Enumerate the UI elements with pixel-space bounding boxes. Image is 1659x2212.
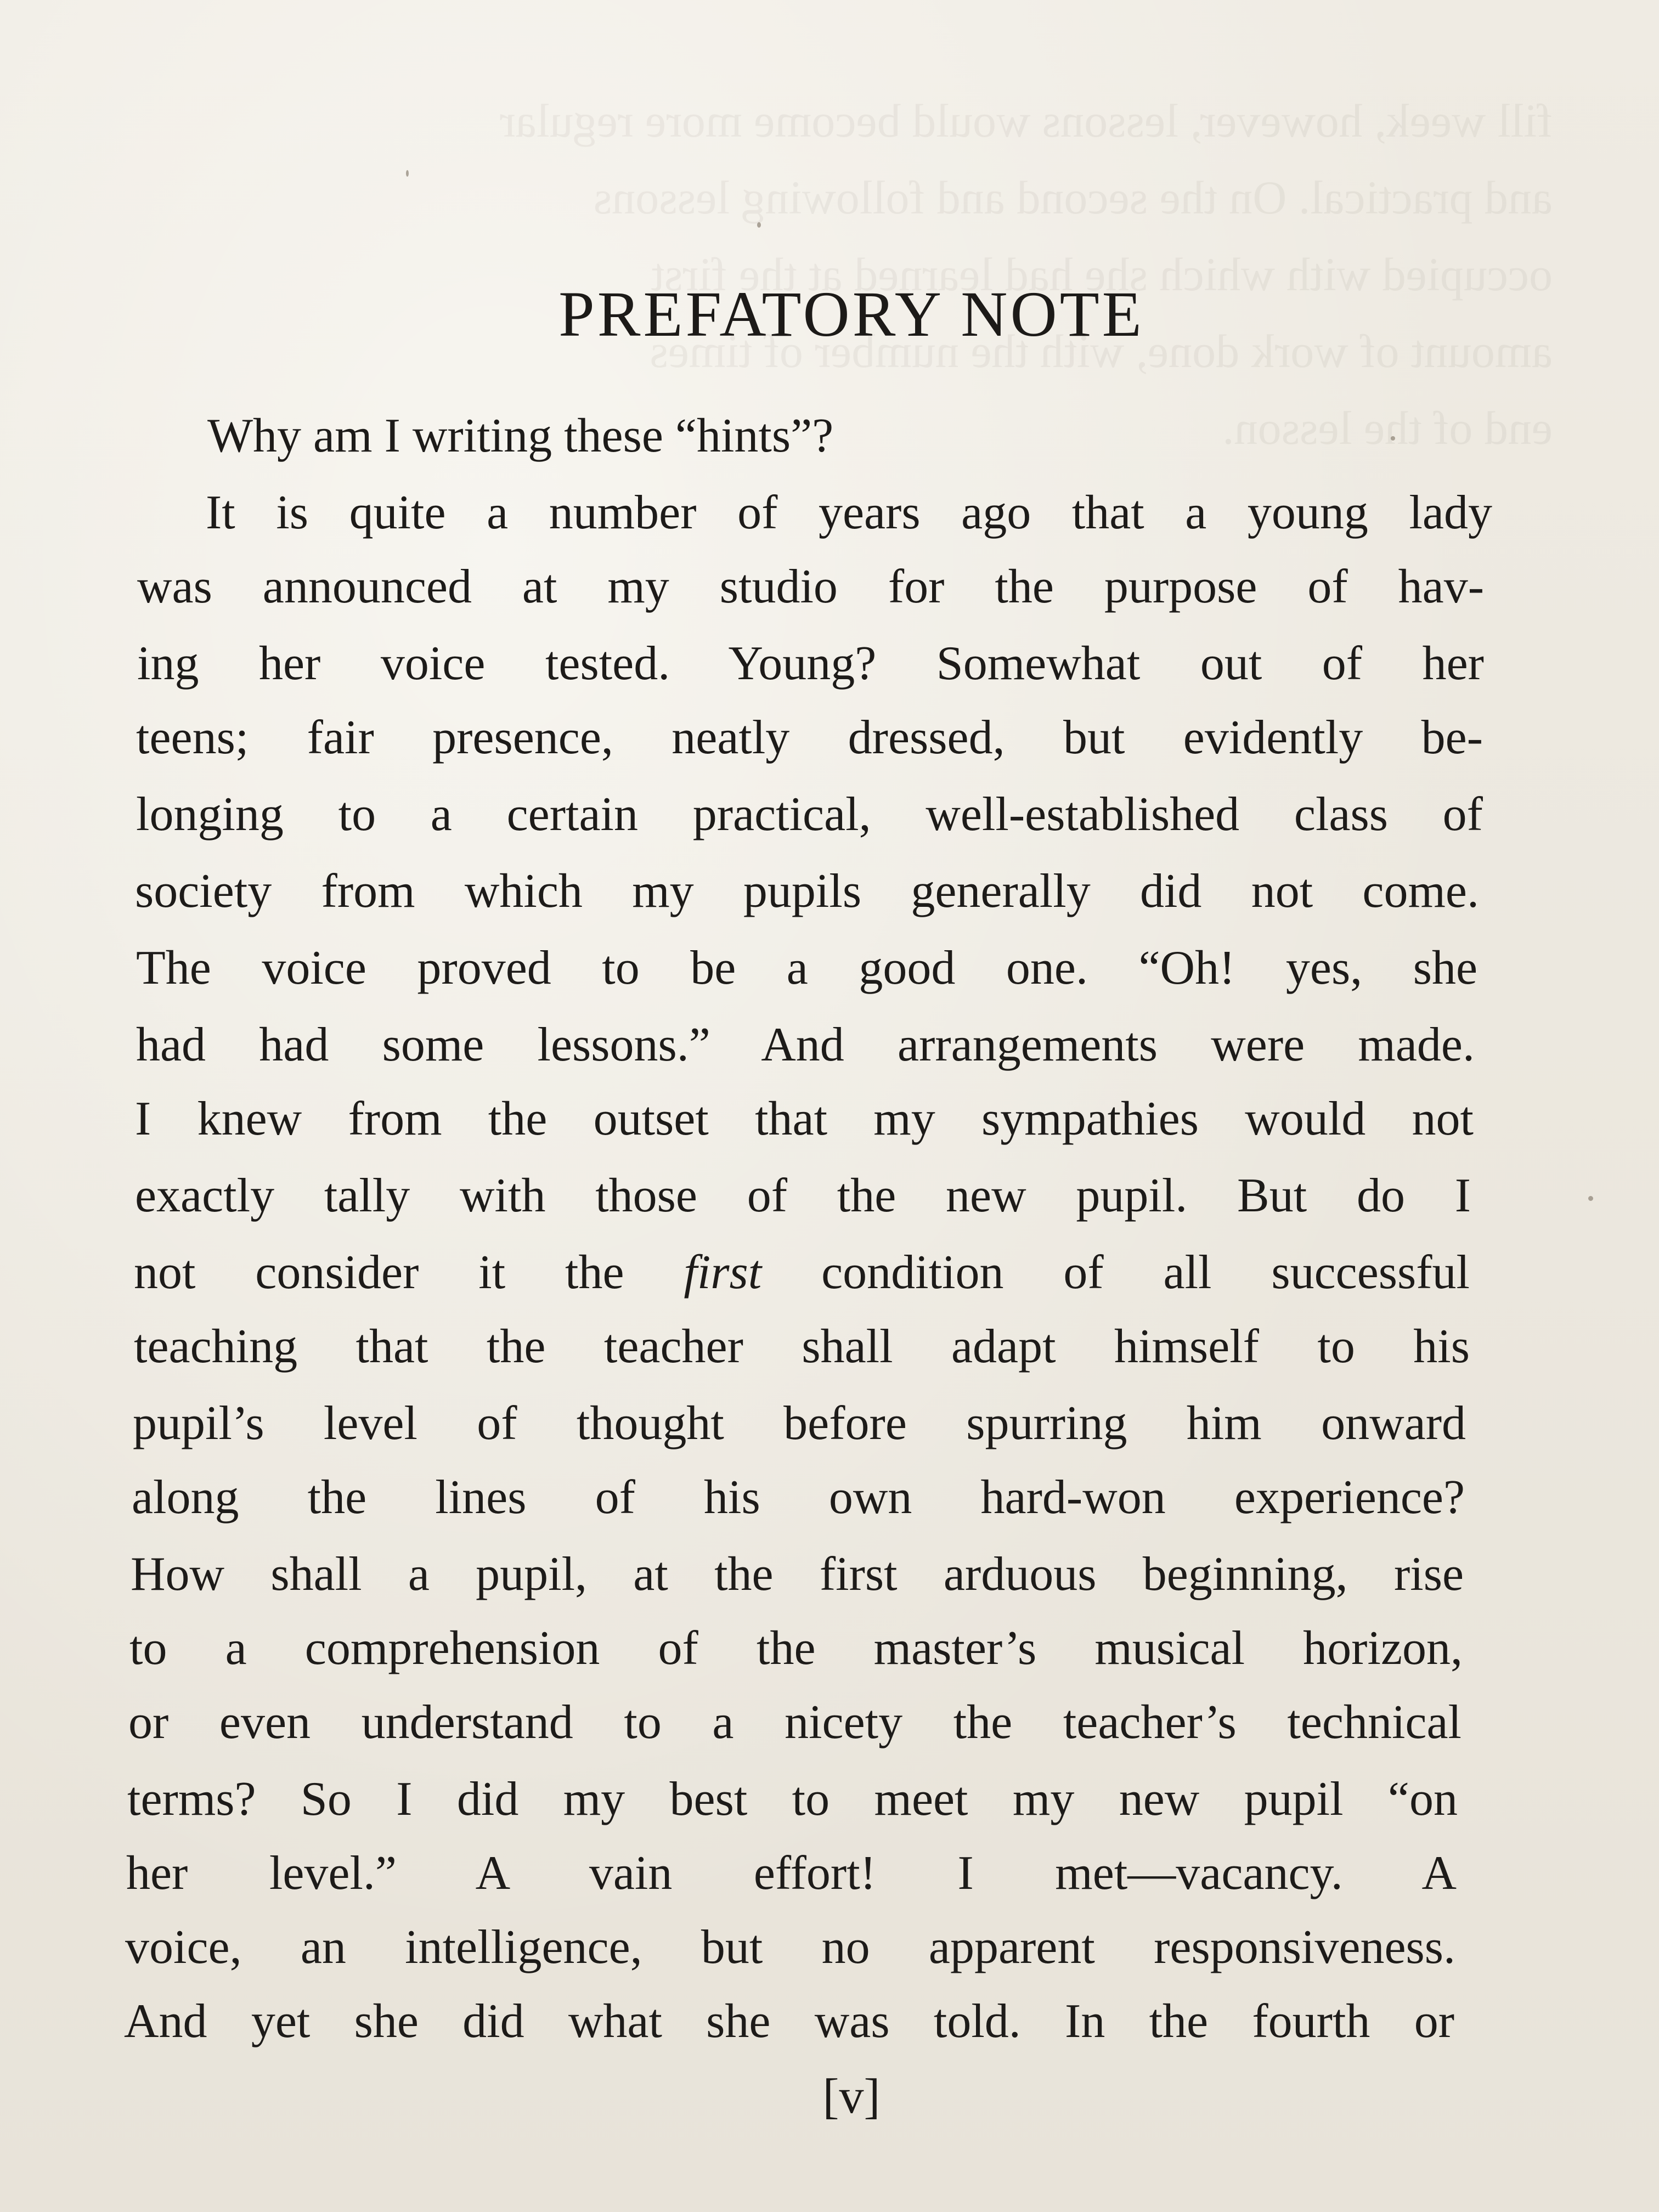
text-line-19: terms? So I did my best to meet my new pupil “on bbox=[127, 1773, 1458, 1826]
text-line-3: was announced at my studio for the purpose of hav- bbox=[137, 560, 1484, 613]
italic-word: first bbox=[684, 1246, 762, 1299]
text-line-11: exactly tally with those of the new pupil. But do I bbox=[135, 1169, 1471, 1222]
text-line-4: ing her voice tested. Young? Somewhat out of her bbox=[137, 637, 1484, 690]
text-line-2: It is quite a number of years ago that a young lady bbox=[206, 486, 1492, 539]
text-line-9: had had some lessons.” And arrangements were made. bbox=[136, 1018, 1475, 1071]
line-12-after: condition of all successful bbox=[821, 1246, 1470, 1299]
paper-speck bbox=[757, 222, 761, 228]
paper-speck bbox=[1391, 436, 1395, 441]
text-line-21: voice, an intelligence, but no apparent responsiveness. bbox=[125, 1921, 1455, 1974]
text-line-22: And yet she did what she was told. In the fourth or bbox=[124, 1995, 1454, 2048]
show-through-text: fill week, however, lessons would become more regular and practical. On the second and following lessons occupied with which she had learned at the first amount of work done, with the number of times end of the lesson. bbox=[499, 94, 1553, 454]
text-line-6: longing to a certain practical, well-established class of bbox=[136, 788, 1483, 841]
text-line-20: her level.” A vain effort! I met—vacancy. A bbox=[126, 1847, 1457, 1900]
text-line-14: pupil’s level of thought before spurring him onward bbox=[133, 1397, 1466, 1450]
line-12-before: not consider it the bbox=[134, 1246, 624, 1299]
text-line-12 bbox=[134, 1245, 1470, 1300]
page-title: PREFATORY NOTE bbox=[558, 278, 1144, 350]
text-line-16: How shall a pupil, at the first arduous beginning, rise bbox=[131, 1548, 1464, 1601]
text-line-5: teens; fair presence, neatly dressed, but evidently be- bbox=[136, 711, 1483, 764]
text-line-8: The voice proved to be a good one. “Oh! yes, she bbox=[136, 941, 1477, 995]
paper-speck bbox=[1588, 1196, 1593, 1201]
page-number: [v] bbox=[822, 2069, 881, 2124]
text-line-18: or even understand to a nicety the teacher’s technical bbox=[128, 1696, 1462, 1749]
paper-speck bbox=[406, 170, 409, 177]
text-line-13: teaching that the teacher shall adapt himself to his bbox=[134, 1320, 1470, 1373]
text-line-10: I knew from the outset that my sympathies would not bbox=[135, 1092, 1474, 1146]
text-line-15: along the lines of his own hard-won experience? bbox=[132, 1471, 1465, 1524]
text-line-7: society from which my pupils generally did not come. bbox=[135, 865, 1479, 918]
text-line-17: to a comprehension of the master’s musical horizon, bbox=[129, 1622, 1463, 1675]
text-line-1: Why am I writing these “hints”? bbox=[207, 409, 834, 462]
